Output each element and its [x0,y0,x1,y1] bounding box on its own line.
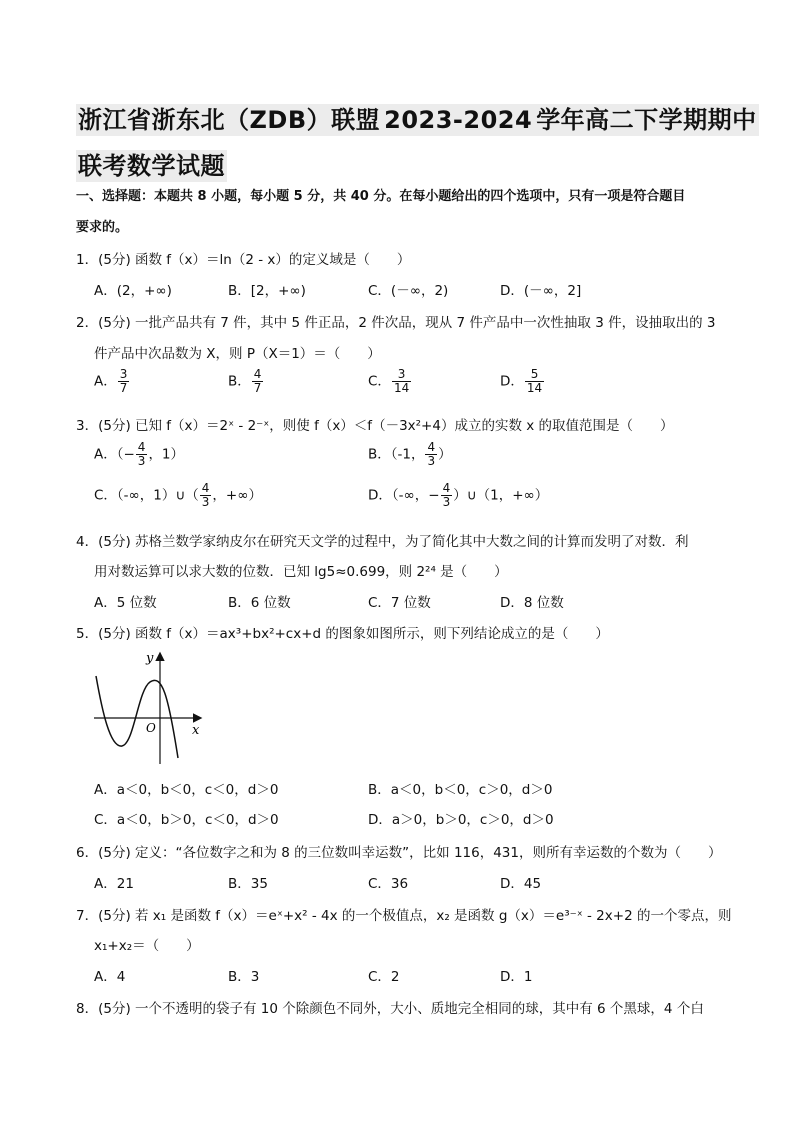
q3-c-num: 4 [201,481,210,495]
q5-option-a: A．a＜0，b＜0，c＜0，d＞0 [94,782,279,798]
q3-c-fraction [200,482,212,509]
q2-stem-line-2: 件产品中次品数为 X，则 P（X＝1）＝（ ） [94,346,381,362]
q7-option-a: A．4 [94,969,126,985]
q2-b-num: 4 [253,367,262,381]
q2-b-label: B． [228,373,251,390]
title-part-3: 学年高二下学期期中 [536,106,757,134]
q2-c-num: 3 [392,368,411,382]
q2-d-label: D． [500,373,524,390]
title-line-2 [76,146,227,181]
q3-c-den: 3 [201,495,210,509]
q2-stem-line-1: 2．(5分) 一批产品共有 7 件，其中 5 件正品，2 件次品，现从 7 件产品中一次性抽取 3 件，设抽取出的 3 [76,315,716,331]
q3-a-post: ，1） [148,446,185,463]
q7-option-b: B．3 [228,969,260,985]
q5-option-b: B．a＜0，b＜0，c＞0，d＞0 [368,782,553,798]
q3-b-post: ） [438,446,452,463]
q3-b-num: 4 [427,440,436,454]
q4-option-c: C．7 位数 [368,595,431,611]
q3-a-num: 4 [137,440,146,454]
q4-option-a: A．5 位数 [94,595,157,611]
q3-stem: 3．(5分) 已知 f（x）＝2ˣ - 2⁻ˣ，则使 f（x）＜f（－3x²+4）成立的实数 x 的取值范围是（ ） [76,418,674,434]
q3-b-den: 3 [427,454,436,468]
q6-option-b: B．35 [228,876,268,892]
q3-d-post: ）∪（1，+∞） [453,487,549,504]
q3-d-num: 4 [442,481,451,495]
q2-b-fraction [252,368,264,395]
q7-option-c: C．2 [368,969,400,985]
q5-option-d: D．a＞0，b＞0，c＞0，d＞0 [368,812,554,828]
q2-option-a [94,368,130,395]
q3-b-fraction [425,441,437,468]
q5-option-c: C．a＜0，b＞0，c＜0，d＞0 [94,812,279,828]
section-heading-line-2: 要求的。 [76,220,129,235]
q5-x-label: x [192,723,200,738]
q4-stem-line-2: 用对数运算可以求大数的位数．已知 lg5≈0.699，则 2²⁴ 是（ ） [94,564,508,580]
q5-cubic-graph [88,648,218,768]
q3-a-den: 3 [137,454,146,468]
q2-c-fraction [392,368,411,395]
q2-c-label: C． [368,373,391,390]
q1-stem: 1．(5分) 函数 f（x）＝ln（2 - x）的定义域是（ ） [76,252,411,268]
q2-c-den: 14 [393,381,410,395]
q3-option-c [94,482,262,509]
q3-c-post: ，+∞） [212,487,262,504]
q3-option-a [94,441,184,468]
q8-stem: 8．(5分) 一个不透明的袋子有 10 个除颜色不同外，大小、质地完全相同的球，其中有 6 个黑球，4 个白 [76,1001,704,1017]
q2-d-den: 14 [526,381,543,395]
q2-option-c [368,368,412,395]
title-part-2: 2023-2024 [384,106,533,134]
q3-d-den: 3 [442,495,451,509]
title-part-1: 浙江省浙东北（ZDB）联盟 [78,106,381,134]
q4-stem-line-1: 4．(5分) 苏格兰数学家纳皮尔在研究天文学的过程中，为了简化其中大数之间的计算而发明了对数．利 [76,534,689,550]
q3-option-d [368,482,548,509]
title-line-2-text: 联考数学试题 [78,152,225,180]
q2-a-den: 7 [119,381,128,395]
q6-option-d: D．45 [500,876,542,892]
q5-origin-label: O [146,721,156,735]
q7-option-d: D．1 [500,969,533,985]
q2-a-fraction [118,368,130,395]
q3-c-pre: C．（-∞，1）∪（ [94,487,199,504]
q3-option-b [368,441,452,468]
q6-option-a: A．21 [94,876,134,892]
q3-a-fraction [136,441,148,468]
q5-curve [96,676,178,758]
q4-option-b: B．6 位数 [228,595,291,611]
q2-option-d [500,368,545,395]
q3-d-fraction [441,482,453,509]
q2-d-fraction [525,368,544,395]
q6-stem: 6．(5分) 定义：“各位数字之和为 8 的三位数叫幸运数”，比如 116，431，则所有幸运数的个数为（ ） [76,845,722,861]
q3-a-pre: A．（− [94,446,135,463]
q2-b-den: 7 [253,381,262,395]
q1-option-c: C．(－∞，2) [368,283,449,299]
q2-a-label: A． [94,373,117,390]
q3-d-pre: D．（-∞，− [368,487,440,504]
q3-b-pre: B．（-1， [368,446,425,463]
q4-option-d: D．8 位数 [500,595,564,611]
section-heading-line-1: 一、选择题：本题共 8 小题，每小题 5 分，共 40 分。在每小题给出的四个选项中，只有一项是符合题目 [76,189,686,204]
q5-stem: 5．(5分) 函数 f（x）＝ax³+bx²+cx+d 的图象如图所示，则下列结论成立的是（ ） [76,626,609,642]
q5-y-label: y [146,651,154,666]
q1-option-b: B．[2，+∞) [228,283,306,299]
q2-d-num: 5 [525,368,544,382]
q7-stem-line-1: 7．(5分) 若 x₁ 是函数 f（x）＝eˣ+x² - 4x 的一个极值点，x₂ 是函数 g（x）＝e³⁻ˣ - 2x+2 的一个零点，则 [76,908,732,924]
q1-option-a: A．(2，+∞) [94,283,172,299]
title-line-1 [76,100,759,135]
q2-a-num: 3 [119,367,128,381]
q2-option-b [228,368,264,395]
q7-stem-line-2: x₁+x₂＝（ ） [94,938,200,954]
q1-option-d: D．(－∞，2] [500,283,582,299]
q6-option-c: C．36 [368,876,409,892]
